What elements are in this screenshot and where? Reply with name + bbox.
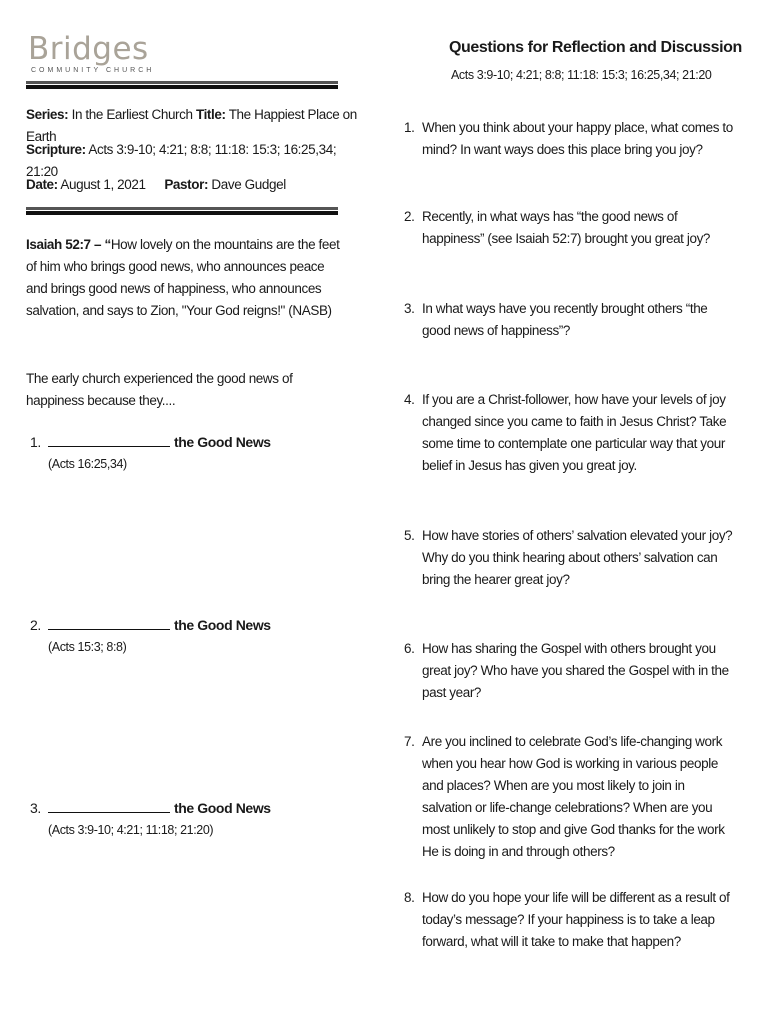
- blank-item-1: [30, 434, 271, 450]
- verse-text: How lovely on the mountains are the feet of him who brings good news, who announces peace and brings good news of happiness, who announces salvation, and says to Zion, "Your God reigns!" (NASB): [26, 237, 340, 318]
- question-3: [404, 298, 734, 342]
- questions-title: Questions for Reflection and Discussion: [449, 39, 742, 56]
- question-4: [404, 389, 734, 477]
- blank-number: 2.: [30, 617, 41, 633]
- blank-item-3: [30, 800, 271, 816]
- date-value: August 1, 2021: [60, 177, 146, 192]
- header-divider: [26, 81, 338, 89]
- question-number: 2.: [404, 209, 415, 224]
- question-number: 4.: [404, 392, 415, 407]
- date-pastor-line: [26, 174, 356, 196]
- question-5: [404, 525, 734, 591]
- question-text: When you think about your happy place, what comes to mind? In want ways does this place bring you joy?: [422, 120, 733, 157]
- question-number: 6.: [404, 641, 415, 656]
- question-number: 8.: [404, 890, 415, 905]
- scripture-label: Scripture:: [26, 142, 86, 157]
- verse-reference: Isaiah 52:7 – “: [26, 237, 111, 252]
- question-number: 1.: [404, 120, 415, 135]
- question-text: Recently, in what ways has “the good news of happiness” (see Isaiah 52:7) brought you great joy?: [422, 209, 711, 246]
- question-text: In what ways have you recently brought others “the good news of happiness”?: [422, 301, 708, 338]
- blank-line: [48, 618, 170, 630]
- blank-line: [48, 435, 170, 447]
- logo-wordmark: Bridges: [28, 31, 149, 67]
- question-8: [404, 887, 734, 953]
- scripture-value: Acts 3:9-10; 4:21; 8:8; 11:18: 15:3; 16:25,34; 21:20: [26, 142, 337, 179]
- question-text: If you are a Christ-follower, how have your levels of joy changed since you came to faith in Jesus Christ? Take some time to contemplate one particular way that your belief in Jesus has given you great joy.: [422, 392, 727, 473]
- question-2: [404, 206, 734, 250]
- questions-references: Acts 3:9-10; 4:21; 8:8; 11:18: 15:3; 16:25,34; 21:20: [451, 68, 712, 82]
- blank-suffix: the Good News: [174, 617, 271, 633]
- section-divider: [26, 207, 338, 215]
- logo-subtitle: COMMUNITY CHURCH: [31, 67, 155, 74]
- series-value: In the Earliest Church: [71, 107, 193, 122]
- question-number: 7.: [404, 734, 415, 749]
- blank-reference-1: (Acts 16:25,34): [48, 457, 127, 471]
- question-text: How has sharing the Gospel with others brought you great joy? Who have you shared the Gospel with in the past year?: [422, 641, 729, 700]
- question-1: [404, 117, 734, 161]
- question-text: How have stories of others’ salvation elevated your joy? Why do you think hearing about others’ salvation can bring the hearer great joy?: [422, 528, 733, 587]
- title-label: Title:: [195, 107, 226, 122]
- key-verse: [26, 234, 346, 322]
- church-logo: [28, 31, 348, 74]
- blank-reference-2: (Acts 15:3; 8:8): [48, 640, 127, 654]
- pastor-label: Pastor:: [164, 177, 209, 192]
- blank-item-2: [30, 617, 271, 633]
- question-number: 3.: [404, 301, 415, 316]
- question-text: Are you inclined to celebrate God’s life-changing work when you hear how God is working in various people and places? When are you most likely to join in salvation or life-change celebrations? When are you most unlikely to stop and give God thanks for the work He is doing in and through others?: [422, 734, 725, 859]
- date-label: Date:: [26, 177, 58, 192]
- question-6: [404, 638, 734, 704]
- blank-suffix: the Good News: [174, 434, 271, 450]
- blank-line: [48, 801, 170, 813]
- question-7: [404, 731, 734, 863]
- question-number: 5.: [404, 528, 415, 543]
- blank-suffix: the Good News: [174, 800, 271, 816]
- pastor-value: Dave Gudgel: [211, 177, 286, 192]
- blank-number: 1.: [30, 434, 41, 450]
- series-label: Series:: [26, 107, 69, 122]
- question-text: How do you hope your life will be different as a result of today’s message? If your happiness is to take a leap forward, what will it take to make that happen?: [422, 890, 730, 949]
- intro-text: The early church experienced the good news of happiness because they....: [26, 371, 293, 408]
- blank-number: 3.: [30, 800, 41, 816]
- blank-reference-3: (Acts 3:9-10; 4:21; 11:18; 21:20): [48, 823, 214, 837]
- title-value: The Happiest Place on Earth: [26, 107, 357, 144]
